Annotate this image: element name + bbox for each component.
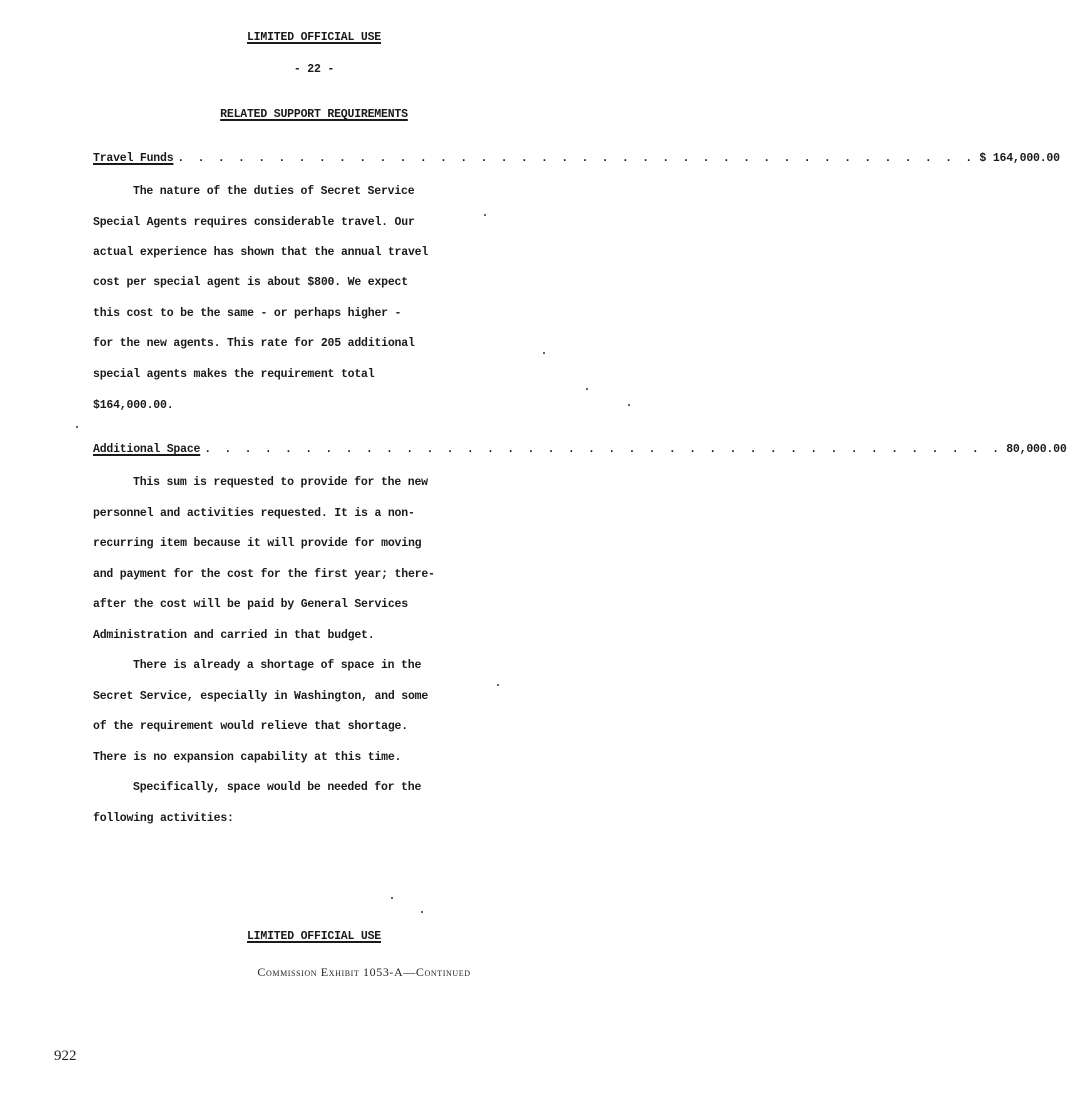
scan-speck bbox=[76, 426, 78, 428]
scan-speck bbox=[628, 404, 630, 406]
space-para1-line: This sum is requested to provide for the new bbox=[133, 476, 428, 489]
space-para1-line: personnel and activities requested. It is a non- bbox=[93, 507, 415, 520]
space-para1-line: after the cost will be paid by General Services bbox=[93, 598, 408, 611]
page-number: 922 bbox=[54, 1048, 77, 1064]
scan-speck bbox=[586, 388, 588, 390]
classification-footer: LIMITED OFFICIAL USE bbox=[246, 930, 382, 943]
travel-line: for the new agents. This rate for 205 additional bbox=[93, 337, 415, 350]
page-number-typed: - 22 - bbox=[293, 63, 335, 76]
space-para2-line: Secret Service, especially in Washington, and some bbox=[93, 690, 429, 703]
additional-space-label: Additional Space bbox=[93, 443, 201, 456]
travel-funds-amount: $ 164,000.00 bbox=[979, 152, 1060, 165]
travel-line: $164,000.00. bbox=[93, 399, 174, 412]
travel-funds-label: Travel Funds bbox=[93, 152, 174, 165]
travel-line: The nature of the duties of Secret Service bbox=[133, 185, 415, 198]
travel-line: actual experience has shown that the annual travel bbox=[93, 246, 429, 259]
space-para1-line: and payment for the cost for the first year; there- bbox=[93, 568, 435, 581]
space-para2-line: There is already a shortage of space in the bbox=[133, 659, 422, 672]
dot-leader: . . . . . . . . . . . . . . . . . . . . . . . . . . . . . . . . . . . . . . . . bbox=[204, 443, 1003, 456]
travel-line: cost per special agent is about $800. We expect bbox=[93, 276, 408, 289]
travel-line: Special Agents requires considerable travel. Our bbox=[93, 216, 415, 229]
space-para1-line: Administration and carried in that budget. bbox=[93, 629, 375, 642]
space-para2-line: of the requirement would relieve that shortage. bbox=[93, 720, 408, 733]
additional-space-amount: 80,000.00 bbox=[1006, 443, 1067, 456]
scan-speck bbox=[497, 684, 499, 686]
scan-speck bbox=[484, 214, 486, 216]
scan-speck bbox=[543, 352, 545, 354]
dot-leader: . . . . . . . . . . . . . . . . . . . . . . . . . . . . . . . . . . . . . . . . bbox=[177, 152, 976, 165]
additional-space-row bbox=[93, 443, 1067, 456]
space-para3-line: Specifically, space would be needed for the bbox=[133, 781, 422, 794]
scan-speck bbox=[391, 897, 393, 899]
travel-line: special agents makes the requirement total bbox=[93, 368, 375, 381]
classification-header: LIMITED OFFICIAL USE bbox=[246, 31, 382, 44]
space-para1-line: recurring item because it will provide for moving bbox=[93, 537, 422, 550]
scan-speck bbox=[421, 911, 423, 913]
travel-line: this cost to be the same - or perhaps higher - bbox=[93, 307, 402, 320]
space-para2-line: There is no expansion capability at this time. bbox=[93, 751, 402, 764]
section-title: RELATED SUPPORT REQUIREMENTS bbox=[220, 108, 408, 121]
space-para3-line: following activities: bbox=[93, 812, 234, 825]
travel-funds-row bbox=[93, 152, 1060, 165]
exhibit-caption: Commission Exhibit 1053-A—Continued bbox=[257, 965, 471, 979]
